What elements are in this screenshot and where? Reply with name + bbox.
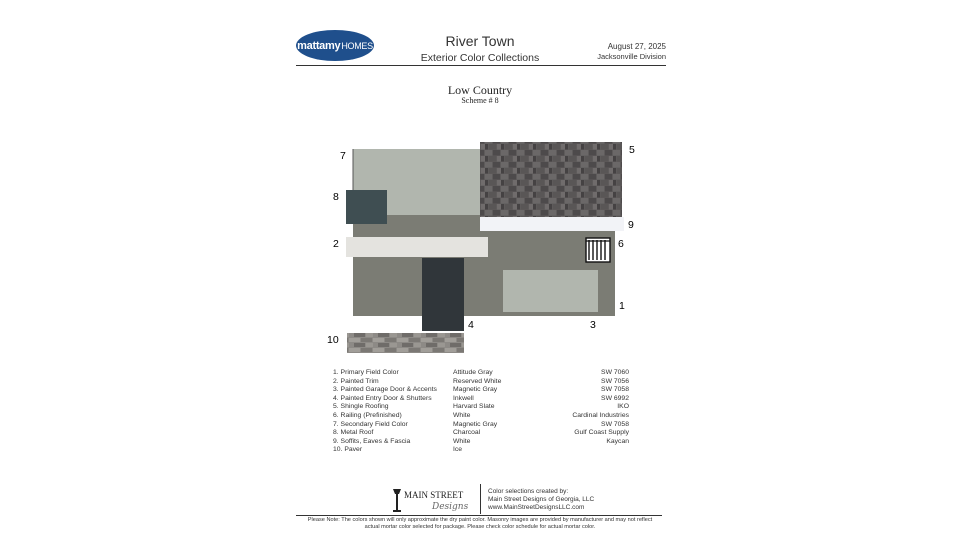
spec-color-code: SW 7056 [601, 377, 629, 385]
footer-vertical-divider [480, 484, 481, 514]
label-8: 8 [333, 191, 339, 203]
project-subtitle: Exterior Color Collections [420, 52, 540, 64]
spec-row [333, 386, 629, 395]
spec-row [333, 378, 629, 387]
label-1: 1 [619, 300, 625, 312]
spec-item-label: 5. Shingle Roofing [333, 403, 389, 411]
spec-row [333, 429, 629, 438]
label-2: 2 [333, 238, 339, 250]
spec-item-label: 2. Painted Trim [333, 377, 379, 385]
credit-line-1: Color selections created by: [488, 488, 569, 495]
spec-color-code: IKO [617, 403, 629, 411]
garage-door-swatch [503, 270, 598, 312]
logo-suffix-text: HOMES [341, 40, 373, 51]
railing-swatch [586, 238, 610, 262]
footer-divider [296, 515, 662, 516]
spec-row [333, 438, 629, 447]
project-title: River Town [445, 33, 515, 49]
spec-color-name: Inkwell [453, 394, 474, 402]
spec-color-name: Harvard Slate [453, 403, 495, 411]
spec-item-label: 8. Metal Roof [333, 429, 374, 437]
label-6: 6 [618, 238, 624, 250]
logo-designs-text: Designs [432, 502, 469, 512]
spec-item-label: 10. Paver [333, 446, 363, 454]
logo-main-street-text: MAIN STREET [404, 490, 464, 500]
disclaimer-note: Please Note: The colors shown will only approximate the dry paint color. Masonry images are provided by manufacturer and may not reflect actual mortar color selected for package. Please check color schedule for actual mortar color. [307, 517, 653, 530]
spec-color-code: Kaycan [606, 437, 629, 445]
mattamy-homes-logo [296, 30, 374, 61]
spec-row [333, 421, 629, 430]
lamp-post-icon [393, 489, 401, 512]
spec-color-code: SW 7058 [601, 386, 629, 394]
spec-item-label: 6. Railing (Prefinished) [333, 412, 402, 419]
spec-color-name: White [453, 412, 471, 419]
spec-item-label: 3. Painted Garage Door & Accents [333, 386, 437, 394]
house-color-rendering [325, 138, 645, 360]
credit-line-3: www.MainStreetDesignsLLC.com [488, 504, 585, 511]
painted-trim-swatch [346, 237, 488, 257]
spec-color-name: Magnetic Gray [453, 420, 498, 428]
label-5: 5 [629, 144, 635, 156]
header-divider [296, 65, 666, 66]
spec-color-code: SW 7058 [601, 420, 629, 428]
document-date: August 27, 2025 [607, 42, 666, 51]
spec-item-label: 4. Painted Entry Door & Shutters [333, 394, 432, 402]
spec-item-label: 1. Primary Field Color [333, 369, 399, 376]
spec-color-name: White [453, 437, 471, 445]
label-10: 10 [327, 334, 339, 346]
division-name: Jacksonville Division [597, 52, 666, 61]
spec-item-label: 9. Soffits, Eaves & Fascia [333, 437, 411, 445]
scheme-number: Scheme # 8 [461, 96, 499, 105]
spec-row [333, 395, 629, 404]
spec-row [333, 369, 629, 378]
shingle-roof-swatch [480, 142, 622, 218]
scheme-name: Low Country [447, 83, 513, 97]
logo-main-text: mattamy [297, 39, 341, 52]
spec-color-name: Attitude Gray [453, 369, 493, 376]
spec-item-label: 7. Secondary Field Color [333, 420, 408, 428]
spec-color-code: Cardinal Industries [572, 412, 629, 419]
spec-color-code: SW 6992 [601, 394, 629, 402]
metal-roof-swatch [346, 190, 387, 224]
credit-line-2: Main Street Designs of Georgia, LLC [488, 496, 595, 503]
main-street-designs-logo [390, 485, 474, 513]
spec-row [333, 403, 629, 412]
spec-row [333, 446, 629, 455]
label-3: 3 [590, 319, 596, 331]
spec-color-name: Ice [453, 446, 463, 454]
spec-color-name: Charcoal [453, 429, 481, 437]
entry-door-swatch [422, 258, 464, 331]
spec-color-name: Magnetic Gray [453, 386, 498, 394]
spec-color-code: SW 7060 [601, 369, 629, 376]
spec-color-code: Gulf Coast Supply [574, 429, 629, 437]
spec-color-name: Reserved White [453, 377, 502, 385]
spec-row [333, 412, 629, 421]
label-4: 4 [468, 319, 474, 331]
color-spec-table [333, 369, 629, 459]
label-7: 7 [340, 150, 346, 162]
paver-swatch [347, 333, 464, 353]
label-9: 9 [628, 219, 634, 231]
soffit-swatch [480, 217, 624, 231]
